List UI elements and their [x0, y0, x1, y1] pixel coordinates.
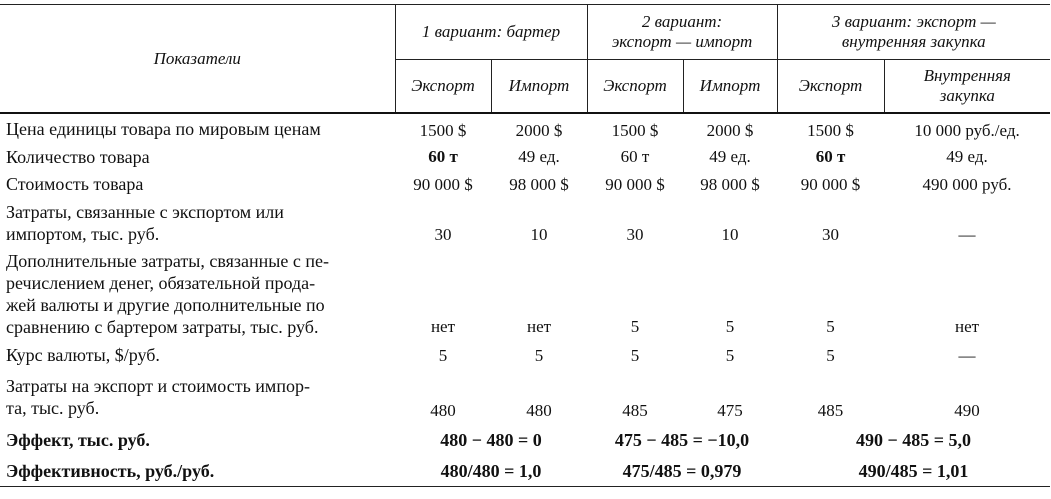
cell-value: нет	[954, 317, 980, 336]
cell-value: 5	[826, 317, 835, 336]
v3-domestic-line2: закупка	[939, 86, 995, 105]
cell-value: 90 000 $	[605, 175, 665, 194]
effect-variant3: 490 − 485 = 5,0	[856, 430, 972, 450]
effect-variant1: 480 − 480 = 0	[440, 430, 542, 450]
cell-value: 2000 $	[515, 121, 563, 140]
cell-value: 5	[725, 346, 735, 365]
effect-variant2: 475 − 485 = −10,0	[614, 430, 750, 450]
row-label-line: Затраты на экспорт и стоимость импор-	[6, 375, 310, 396]
cell-value: нет	[430, 317, 456, 336]
variant3-title-line1: 3 вариант: экспорт —	[831, 12, 996, 31]
row-label-line: импортом, тыс. руб.	[6, 224, 160, 244]
cell-value: 10	[721, 225, 739, 244]
cell-value: 5	[725, 317, 735, 336]
variant3-title-line2: внутренняя закупка	[841, 32, 986, 51]
table-row	[0, 170, 1050, 198]
row-label: Количество товара	[6, 147, 150, 167]
variant1-title: 1 вариант: бартер	[421, 22, 561, 41]
row-label-line: жей валюты и другие дополнительные по	[6, 295, 325, 315]
v3-export-header: Экспорт	[777, 60, 884, 114]
cell-value: 98 000 $	[509, 175, 569, 194]
row-label-line: сравнению с бартером затраты, тыс. руб.	[6, 317, 319, 337]
effect-row	[0, 424, 1050, 456]
v3-domestic-header	[884, 60, 1050, 114]
efficiency-variant2: 475/485 = 0,979	[587, 456, 777, 486]
cell-value: 2000 $	[706, 121, 754, 140]
table-row	[0, 369, 1050, 424]
row-label-line: Дополнительные затраты, связанные с пе-	[6, 251, 329, 271]
cell-value: 98 000 $	[700, 175, 760, 194]
cell-value: 30	[434, 225, 452, 244]
effect-label: Эффект, тыс. руб.	[6, 430, 150, 450]
v2-export-header: Экспорт	[587, 60, 683, 114]
efficiency-row	[0, 456, 1050, 486]
cell-value: 1500 $	[611, 121, 659, 140]
efficiency-label: Эффективность, руб./руб.	[0, 456, 395, 486]
cell-value: 90 000 $	[413, 175, 473, 194]
row-label: Цена единицы товара по мировым ценам	[6, 119, 321, 139]
cell-value: 480	[526, 401, 552, 420]
cell-value: 480	[430, 401, 456, 420]
cell-value: 30	[822, 225, 840, 244]
row-label-line: та, тыс. руб.	[6, 397, 100, 418]
row-label	[0, 198, 395, 248]
cell-value: 5	[534, 346, 544, 365]
row-label	[0, 248, 395, 340]
cell-value: 5	[630, 346, 640, 365]
v3-domestic-line1: Внутренняя	[923, 66, 1011, 85]
efficiency-variant3: 490/485 = 1,01	[777, 456, 1050, 486]
variant2-title-line1: 2 вариант:	[641, 12, 723, 31]
cell-value: 490 000 руб.	[922, 175, 1012, 194]
cell-value: 60 т	[428, 147, 458, 166]
table-row	[0, 248, 1050, 340]
row-label-line: Затраты, связанные с экспортом или	[6, 202, 284, 222]
table-row	[0, 340, 1050, 369]
cell-value: 490	[954, 401, 980, 420]
indicators-header: Показатели	[0, 5, 395, 114]
cell-value: 5	[630, 317, 640, 336]
row-label: Стоимость товара	[6, 174, 144, 194]
cell-value: 10 000 руб./ед.	[914, 121, 1020, 140]
v2-import-header: Импорт	[683, 60, 777, 114]
cell-value: 49 ед.	[709, 147, 751, 166]
row-label	[0, 369, 395, 424]
cell-value: 5	[826, 346, 835, 365]
table-row	[0, 144, 1050, 170]
variant1-header	[395, 5, 587, 60]
cell-value: 485	[622, 401, 648, 420]
row-label-line: речислением денег, обязательной прода-	[6, 273, 316, 293]
row-label: Курс валюты, $/руб.	[6, 344, 160, 365]
cell-value: 60 т	[620, 147, 650, 166]
table-row	[0, 113, 1050, 144]
cell-value: 10	[530, 225, 548, 244]
cell-value: нет	[526, 317, 552, 336]
table-row	[0, 198, 1050, 248]
cell-value: 49 ед.	[946, 147, 988, 166]
cell-value: —	[958, 346, 976, 365]
variant2-header	[587, 5, 777, 60]
efficiency-variant1: 480/480 = 1,0	[395, 456, 587, 486]
variant2-title-line2: экспорт — импорт	[611, 32, 753, 51]
cell-value: 1500 $	[419, 121, 467, 140]
cell-value: 475	[717, 401, 743, 420]
cell-value: 49 ед.	[518, 147, 560, 166]
cell-value: 90 000 $	[800, 175, 861, 194]
comparison-table	[0, 4, 1050, 487]
v1-import-header: Импорт	[491, 60, 587, 114]
v1-export-header: Экспорт	[395, 60, 491, 114]
cell-value: —	[958, 225, 976, 244]
variant3-header	[777, 5, 1050, 60]
cell-value: 5	[438, 346, 448, 365]
cell-value: 485	[817, 401, 844, 420]
cell-value: 60 т	[815, 147, 846, 166]
cell-value: 1500 $	[807, 121, 854, 140]
cell-value: 30	[626, 225, 644, 244]
